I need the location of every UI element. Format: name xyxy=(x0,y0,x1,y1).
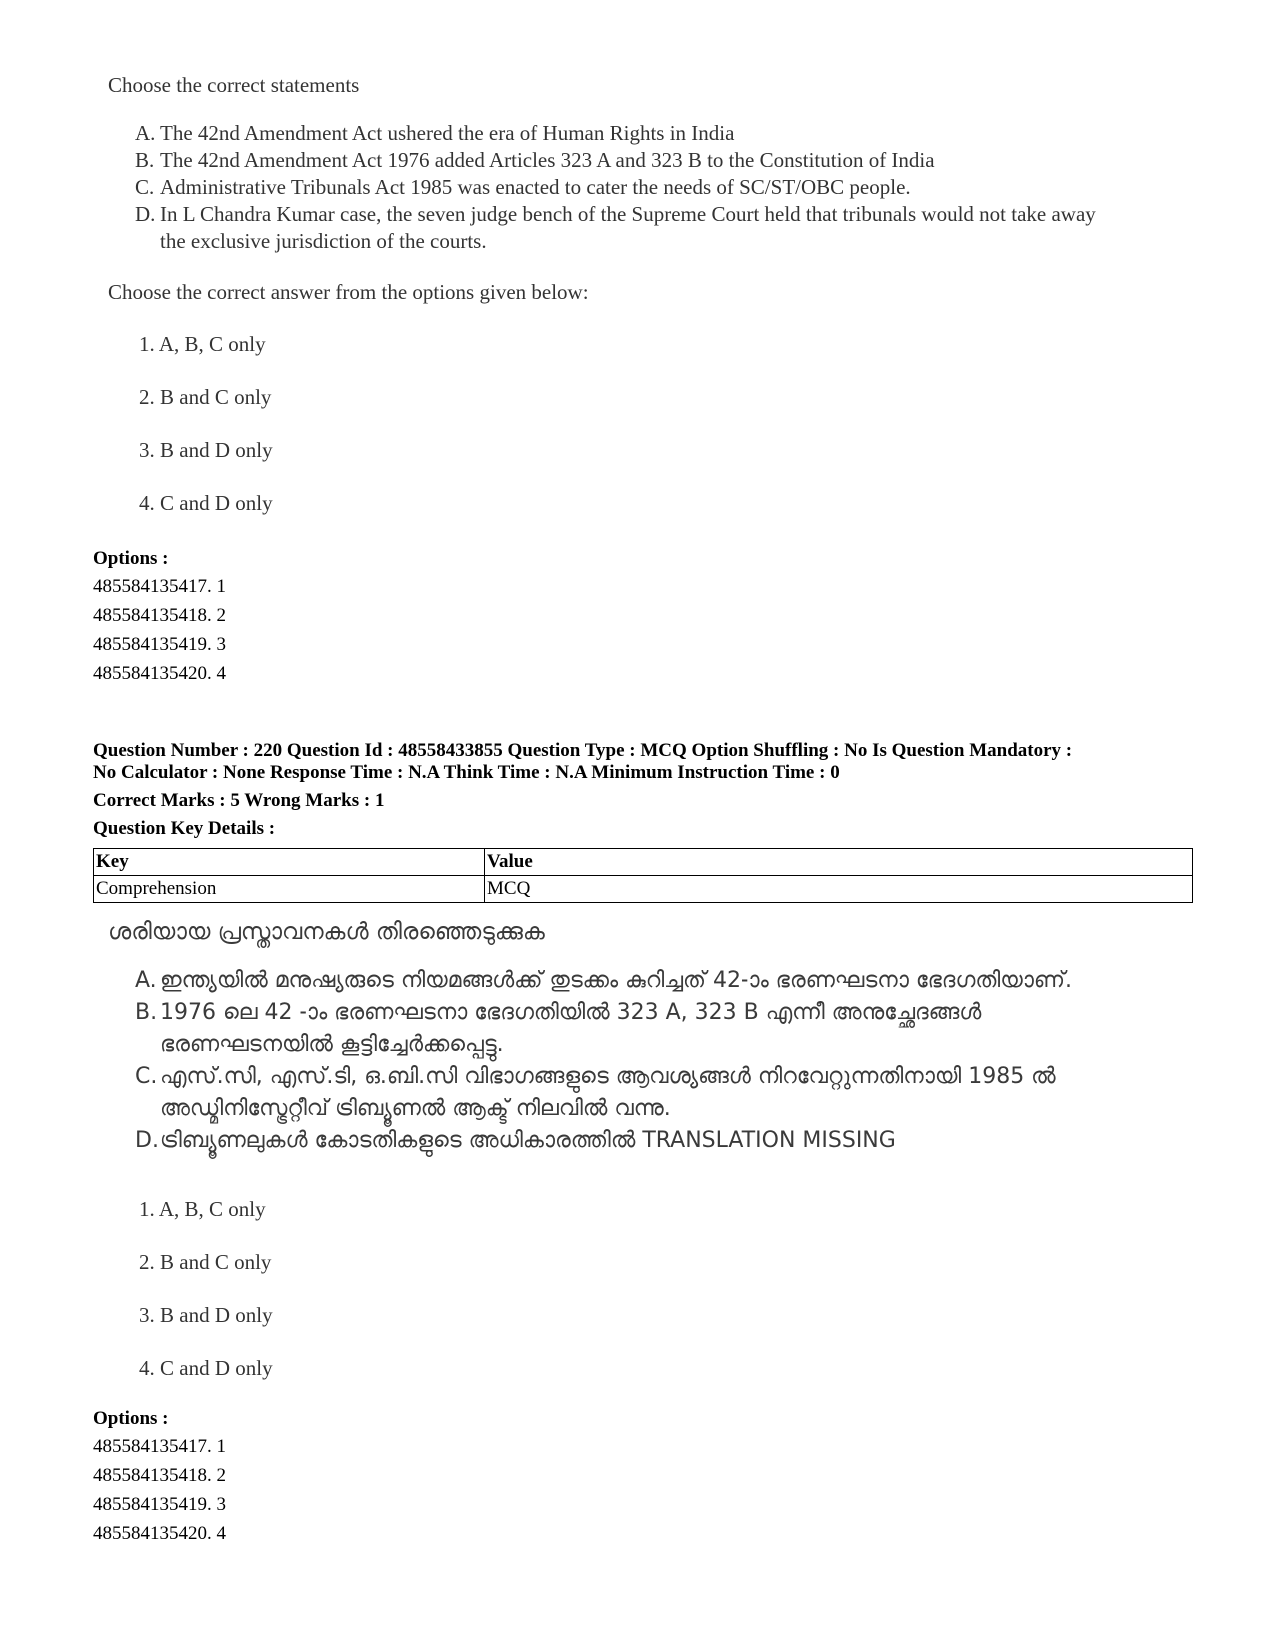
q220-key-details-label: Question Key Details : xyxy=(93,818,276,839)
table-header-row xyxy=(94,849,1193,876)
q220-answer-2: 2. B and C only xyxy=(139,1250,272,1274)
q220-option-3: 485584135419. 3 xyxy=(93,1494,226,1515)
q219-option-3: 485584135419. 3 xyxy=(93,634,226,655)
q219-option-4: 485584135420. 4 xyxy=(93,663,226,684)
q220-option-1: 485584135417. 1 xyxy=(93,1436,226,1457)
q220-answer-list xyxy=(108,1196,508,1381)
q220-statement-d: D. ട്രിബ്യൂണലുകൾ കോടതികളുടെ അധികാരത്തിൽ TRANSLATION MISSING xyxy=(135,1128,896,1153)
q219-question-image xyxy=(108,72,1118,543)
q219-instruction: Choose the correct answer from the options given below: xyxy=(108,280,589,304)
q220-answers-image xyxy=(108,1196,508,1408)
q220-options-label: Options : xyxy=(93,1408,169,1429)
q220-meta-line2: No Calculator : None Response Time : N.A Think Time : N.A Minimum Instruction Time : 0 xyxy=(93,762,840,783)
q220-metadata xyxy=(93,740,1203,840)
q220-answer-3: 3. B and D only xyxy=(139,1303,273,1327)
q220-statement-c: C. എസ്.സി, എസ്.ടി, ഒ.ബി.സി വിഭാഗങ്ങളുടെ ആവശ്യങ്ങൾ നിറവേറ്റുന്നതിനായി 1985 ൽ അഡ്മിനിസ്ട്രേറ്റീവ് ട്രിബ്യൂണൽ ആക്ട് നിലവിൽ വന്നു. xyxy=(135,1064,1056,1121)
q220-statement-list xyxy=(108,965,1128,1157)
table-header-key: Key xyxy=(94,849,485,876)
table-cell-key: Comprehension xyxy=(94,876,485,903)
q219-statement-a: A. The 42nd Amendment Act ushered the era of Human Rights in India xyxy=(135,121,735,145)
q220-options xyxy=(93,1406,226,1548)
q220-marks: Correct Marks : 5 Wrong Marks : 1 xyxy=(93,790,385,811)
table-header-value: Value xyxy=(485,849,1193,876)
q219-option-2: 485584135418. 2 xyxy=(93,605,226,626)
q219-option-1: 485584135417. 1 xyxy=(93,576,226,597)
q220-key-details-table xyxy=(93,848,1193,903)
table-row xyxy=(94,876,1193,903)
q220-answer-1: 1. A, B, C only xyxy=(139,1197,266,1221)
q220-meta-line1: Question Number : 220 Question Id : 48558433855 Question Type : MCQ Option Shuffling : No Is Question Mandatory : xyxy=(93,740,1073,761)
q219-statement-d: D. In L Chandra Kumar case, the seven judge bench of the Supreme Court held that tribunals would not take away the exclusive jurisdiction of the courts. xyxy=(135,202,1096,253)
q220-answer-4: 4. C and D only xyxy=(139,1356,273,1380)
q219-stem: Choose the correct statements xyxy=(108,73,360,97)
q220-statement-a: A. ഇന്ത്യയിൽ മനുഷ്യരുടെ നിയമങ്ങൾക്ക് തുടക്കം കുറിച്ചത് 42-ാം ഭരണഘടനാ ഭേദഗതിയാണ്. xyxy=(135,968,1073,993)
q220-option-4: 485584135420. 4 xyxy=(93,1523,226,1544)
q219-answer-1: 1. A, B, C only xyxy=(139,332,266,356)
table-cell-value: MCQ xyxy=(485,876,1193,903)
q220-statement-b: B. 1976 ലെ 42 -ാം ഭരണഘടനാ ഭേദഗതിയിൽ 323 A, 323 B എന്നീ അനുച്ഛേദങ്ങൾ ഭരണഘടനയിൽ കൂട്ടിച്ചേർക്കപ്പെട്ടു. xyxy=(135,1000,982,1057)
q219-statement-c: C. Administrative Tribunals Act 1985 was enacted to cater the needs of SC/ST/OBC people. xyxy=(135,175,911,199)
q219-answer-list xyxy=(108,331,1118,516)
q219-statement-b: B. The 42nd Amendment Act 1976 added Articles 323 A and 323 B to the Constitution of India xyxy=(135,148,935,172)
q219-answer-4: 4. C and D only xyxy=(139,491,273,515)
q219-answer-2: 2. B and C only xyxy=(139,385,272,409)
q219-options xyxy=(93,546,226,688)
q220-option-2: 485584135418. 2 xyxy=(93,1465,226,1486)
q220-stem: ശരിയായ പ്രസ്താവനകൾ തിരഞ്ഞെടുക്കുക xyxy=(108,919,545,945)
q219-answer-3: 3. B and D only xyxy=(139,438,273,462)
q219-options-label: Options : xyxy=(93,548,169,569)
q219-statement-list xyxy=(108,120,1118,255)
q220-question-image xyxy=(108,917,1128,1157)
